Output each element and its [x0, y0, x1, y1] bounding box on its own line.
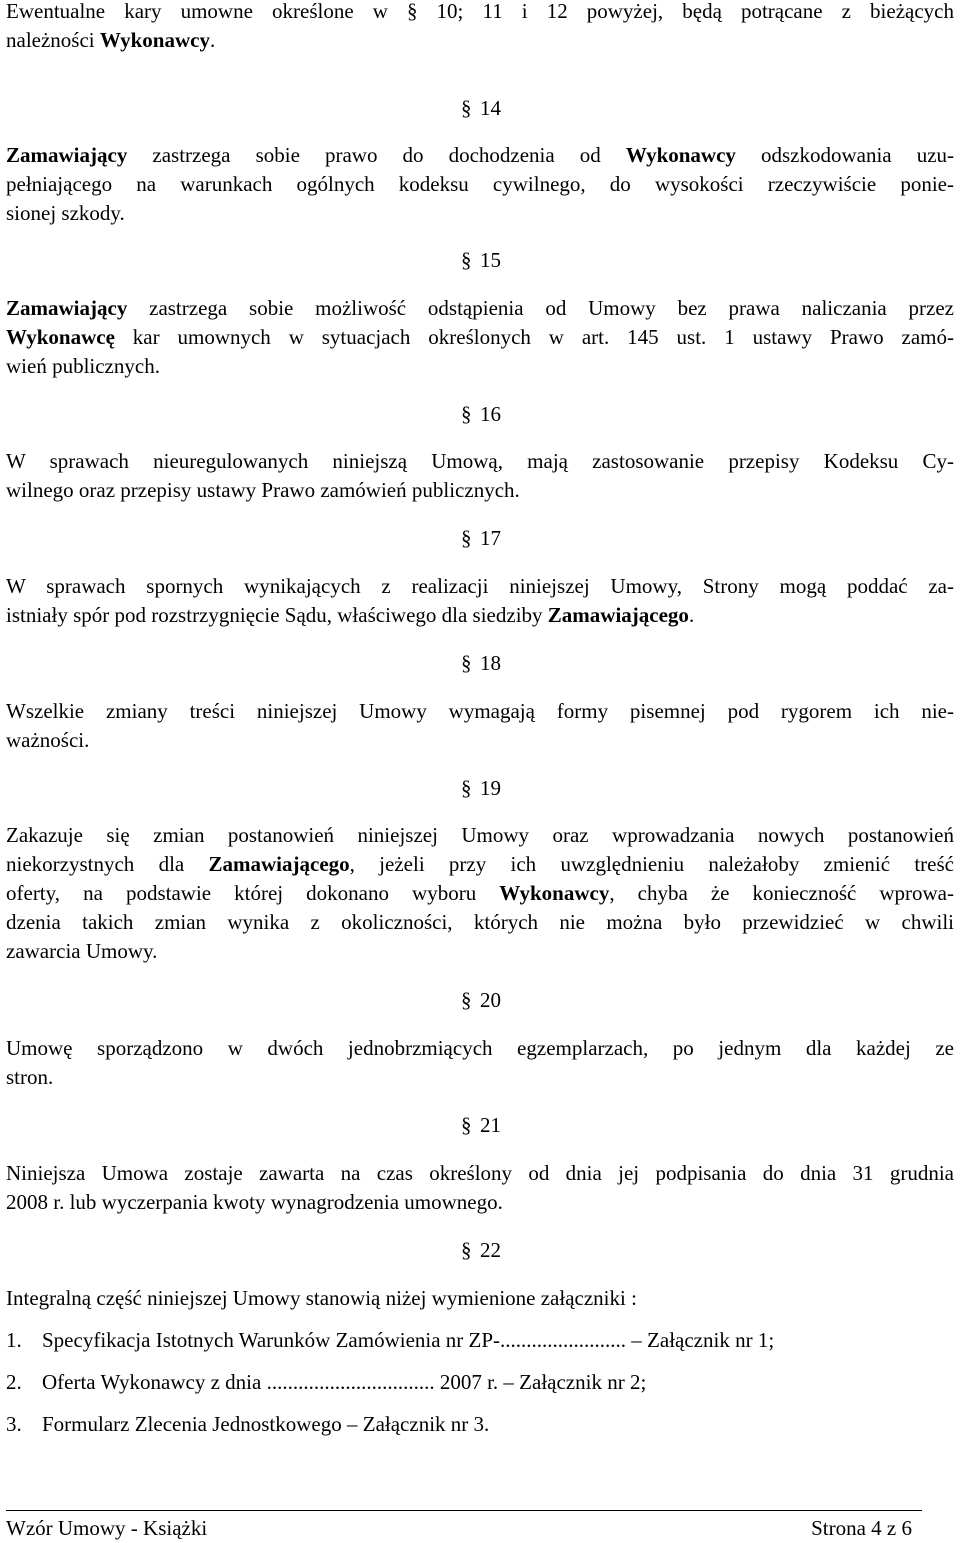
section-sign: §	[461, 402, 472, 426]
paragraph-16	[6, 447, 954, 505]
footer-page-number: Strona 4 z 6	[811, 1516, 912, 1540]
list-item	[6, 1368, 646, 1397]
section-number: 17	[480, 526, 501, 550]
text-line: Wszelkie zmiany treści niniejszej Umowy wymagają formy pisemnej pod rygorem ich nie-	[6, 699, 954, 723]
paragraph-17	[6, 572, 954, 630]
text-line: ważności.	[6, 728, 90, 752]
section-sign: §	[461, 651, 472, 675]
section-number: 20	[480, 988, 501, 1012]
text-line: W sprawach nieuregulowanych niniejszą Umową, mają zastosowanie przepisy Kodeksu Cy-	[6, 449, 954, 473]
paragraph-15	[6, 294, 954, 381]
section-sign: §	[461, 526, 472, 550]
section-heading-19	[461, 774, 501, 803]
section-sign: §	[461, 96, 472, 120]
list-text: Oferta Wykonawcy z dnia ................................ 2007 r. – Załącznik nr 2;	[42, 1370, 647, 1394]
paragraph-18	[6, 697, 954, 755]
section-heading-22	[461, 1236, 501, 1265]
party-name: Zamawiającego	[547, 603, 689, 627]
list-text: Formularz Zlecenia Jednostkowego – Załącznik nr 3.	[42, 1412, 490, 1436]
text-run: zastrzega sobie możliwość odstąpienia od Umowy bez prawa naliczania przez	[127, 296, 954, 320]
section-number: 16	[480, 402, 501, 426]
section-heading-15	[461, 246, 501, 275]
section-heading-16	[461, 400, 501, 429]
party-name: Wykonawcę	[6, 325, 115, 349]
text-run: kar umownych w sytuacjach określonych w art. 145 ust. 1 ustawy Prawo zamó-	[114, 325, 954, 349]
section-sign: §	[461, 776, 472, 800]
footer-document-title: Wzór Umowy - Książki	[6, 1516, 208, 1540]
section-number: 15	[480, 248, 501, 272]
section-number: 21	[480, 1113, 501, 1137]
text-line: wień publicznych.	[6, 354, 160, 378]
text-run: .	[209, 28, 216, 52]
text-line	[6, 850, 954, 879]
party-name: Wykonawcy	[499, 881, 610, 905]
text-line: Ewentualne kary umowne określone w § 10; 11 i 12 powyżej, będą potrącane z bieżących	[6, 0, 954, 23]
text-run: .	[688, 603, 695, 627]
party-name: Zamawiający	[6, 143, 128, 167]
list-number: 1.	[6, 1328, 22, 1352]
section-heading-14	[461, 94, 501, 123]
section-number: 19	[480, 776, 501, 800]
text-line: Zakazuje się zmian postanowień niniejszej Umowy oraz wprowadzania nowych postanowień	[6, 823, 954, 847]
paragraph-14	[6, 141, 954, 228]
section-number: 18	[480, 651, 501, 675]
list-item	[6, 1326, 774, 1355]
party-name: Wykonawcy	[625, 143, 736, 167]
text-run: zastrzega sobie prawo do dochodzenia od	[127, 143, 626, 167]
footer-divider	[6, 1510, 922, 1511]
text-run: istniały spór pod rozstrzygnięcie Sądu, właściwego dla siedziby	[6, 603, 548, 627]
list-number: 3.	[6, 1412, 22, 1436]
text-run: odszkodowania uzu-	[735, 143, 955, 167]
text-line	[6, 26, 954, 55]
text-line: Niniejsza Umowa zostaje zawarta na czas określony od dnia jej podpisania do dnia 31 grudnia	[6, 1161, 954, 1185]
text-line	[6, 323, 954, 352]
text-line	[6, 141, 954, 170]
section-heading-20	[461, 986, 501, 1015]
text-line	[6, 879, 954, 908]
section-sign: §	[461, 248, 472, 272]
list-item	[6, 1410, 489, 1439]
text-run: , jeżeli przy ich uwzględnieniu należałoby zmienić treść	[349, 852, 954, 876]
text-line: zawarcia Umowy.	[6, 939, 158, 963]
text-run: , chyba że konieczność wprowa-	[609, 881, 954, 905]
text-line	[6, 294, 954, 323]
section-heading-17	[461, 524, 501, 553]
party-name: Zamawiającego	[208, 852, 350, 876]
text-run: oferty, na podstawie której dokonano wyboru	[6, 881, 500, 905]
text-line: W sprawach spornych wynikających z realizacji niniejszej Umowy, Strony mogą poddać za-	[6, 574, 954, 598]
section-heading-21	[461, 1111, 501, 1140]
paragraph-19	[6, 821, 954, 966]
paragraph-penalties	[6, 0, 954, 55]
text-run: należności	[6, 28, 100, 52]
list-number: 2.	[6, 1370, 22, 1394]
section-sign: §	[461, 1238, 472, 1262]
text-line: sionej szkody.	[6, 201, 125, 225]
text-line: wilnego oraz przepisy ustawy Prawo zamówień publicznych.	[6, 478, 520, 502]
paragraph-21	[6, 1159, 954, 1217]
section-heading-18	[461, 649, 501, 678]
section-sign: §	[461, 988, 472, 1012]
party-name: Wykonawcy	[99, 28, 210, 52]
text-line: stron.	[6, 1065, 54, 1089]
section-number: 22	[480, 1238, 501, 1262]
paragraph-20	[6, 1034, 954, 1092]
text-line: pełniającego na warunkach ogólnych kodeksu cywilnego, do wysokości rzeczywiście ponie-	[6, 172, 954, 196]
text-line: 2008 r. lub wyczerpania kwoty wynagrodzenia umownego.	[6, 1190, 503, 1214]
section-sign: §	[461, 1113, 472, 1137]
text-line: Umowę sporządzono w dwóch jednobrzmiących egzemplarzach, po jednym dla każdej ze	[6, 1036, 954, 1060]
text-line: dzenia takich zmian wynika z okoliczności, których nie można było przewidzieć w chwili	[6, 910, 954, 934]
attachments-intro: Integralną część niniejszej Umowy stanowią niżej wymienione załączniki :	[6, 1286, 637, 1310]
section-number: 14	[480, 96, 501, 120]
list-text: Specyfikacja Istotnych Warunków Zamówienia nr ZP-........................ – Załącznik nr 1;	[42, 1328, 775, 1352]
party-name: Zamawiający	[6, 296, 128, 320]
text-run: niekorzystnych dla	[6, 852, 209, 876]
text-line	[6, 601, 954, 630]
